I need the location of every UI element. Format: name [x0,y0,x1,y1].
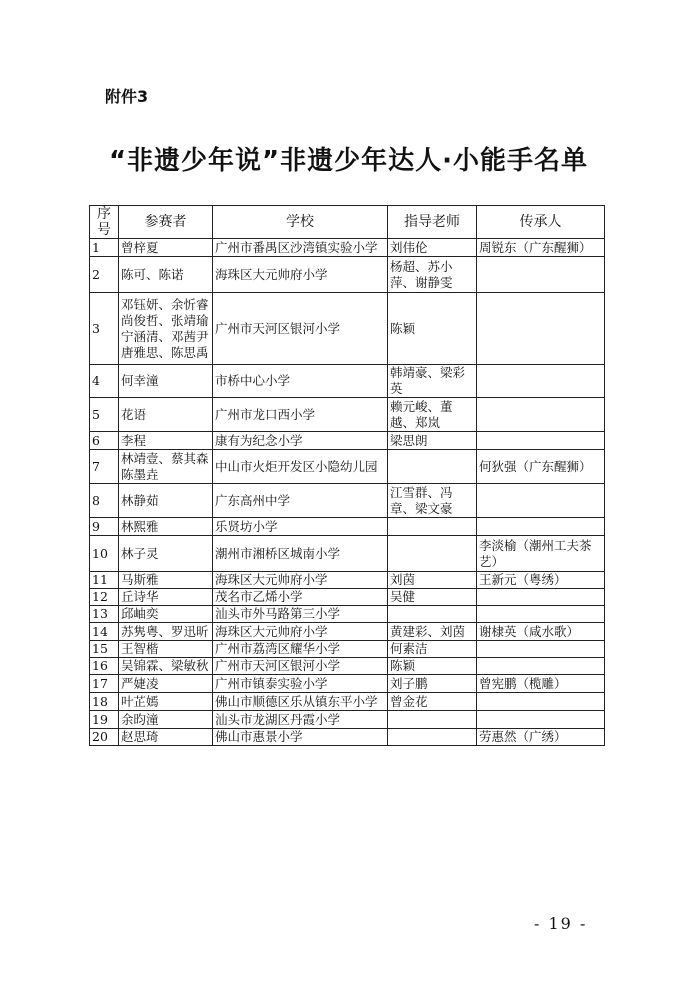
cell-participant: 叶芷嫣 [119,693,213,711]
table-row [90,589,605,606]
table-row [90,432,605,450]
cell-teacher: 吴健 [388,589,477,606]
cell-school: 潮州市湘桥区城南小学 [213,536,388,572]
cell-participant: 邱岫奕 [119,606,213,623]
cell-participant: 曾梓夏 [119,239,213,257]
cell-inheritor [477,398,605,432]
table-row [90,658,605,675]
cell-school: 汕头市龙湖区丹霞小学 [213,711,388,729]
table-row [90,398,605,432]
cell-teacher: 刘伟伦 [388,239,477,257]
cell-school: 广州市荔湾区耀华小学 [213,641,388,658]
cell-teacher: 刘子鹏 [388,675,477,693]
cell-inheritor [477,257,605,293]
cell-teacher: 杨超、苏小萍、谢静雯 [388,257,477,293]
cell-participant: 林靖壹、蔡其森陈墨垚 [119,450,213,484]
cell-no: 17 [90,675,119,693]
cell-no: 19 [90,711,119,729]
cell-school: 海珠区大元帅府小学 [213,623,388,641]
cell-teacher: 韩靖豪、梁彩英 [388,365,477,398]
cell-school: 佛山市惠景小学 [213,729,388,746]
cell-no: 20 [90,729,119,746]
cell-teacher [388,518,477,536]
cell-teacher: 江雪群、冯章、梁文豪 [388,484,477,518]
cell-school: 广州市龙口西小学 [213,398,388,432]
header-teacher: 指导老师 [388,206,477,239]
table-row [90,675,605,693]
cell-participant: 马斯雅 [119,572,213,589]
table-row [90,257,605,293]
cell-inheritor: 王新元（粤绣） [477,572,605,589]
cell-participant: 余昀潼 [119,711,213,729]
cell-school: 中山市火炬开发区小隐幼儿园 [213,450,388,484]
cell-no: 6 [90,432,119,450]
cell-inheritor: 劳惠然（广绣） [477,729,605,746]
cell-school: 广东高州中学 [213,484,388,518]
cell-inheritor [477,518,605,536]
page-number: - 19 - [534,914,588,933]
cell-teacher: 赖元峻、董越、郑岚 [388,398,477,432]
cell-school: 广州市镇泰实验小学 [213,675,388,693]
cell-participant: 李程 [119,432,213,450]
cell-participant: 何幸潼 [119,365,213,398]
table-row [90,693,605,711]
cell-school: 乐贤坊小学 [213,518,388,536]
cell-no: 9 [90,518,119,536]
cell-no: 18 [90,693,119,711]
cell-inheritor [477,711,605,729]
cell-no: 1 [90,239,119,257]
cell-participant: 王智楷 [119,641,213,658]
header-school: 学校 [213,206,388,239]
cell-inheritor [477,293,605,365]
cell-school: 汕头市外马路第三小学 [213,606,388,623]
cell-school: 市桥中心小学 [213,365,388,398]
cell-no: 8 [90,484,119,518]
cell-no: 13 [90,606,119,623]
cell-school: 海珠区大元帅府小学 [213,257,388,293]
cell-no: 16 [90,658,119,675]
header-inheritor: 传承人 [477,206,605,239]
table-row [90,536,605,572]
cell-inheritor [477,606,605,623]
table-row [90,450,605,484]
table-header-row [90,206,605,239]
cell-participant: 苏隽粤、罗迅昕 [119,623,213,641]
table-row [90,572,605,589]
attachment-label: 附件3 [105,87,149,106]
table-row [90,484,605,518]
cell-teacher: 陈颖 [388,658,477,675]
header-no: 序号 [90,206,119,239]
table-row [90,623,605,641]
roster-body [90,239,605,746]
cell-participant: 林静茹 [119,484,213,518]
cell-teacher: 黄建彩、刘茵 [388,623,477,641]
cell-participant: 严婕凌 [119,675,213,693]
cell-school: 广州市天河区银河小学 [213,658,388,675]
table-row [90,293,605,365]
cell-participant: 林熙雅 [119,518,213,536]
cell-school: 海珠区大元帅府小学 [213,572,388,589]
cell-inheritor: 谢棣英（咸水歌） [477,623,605,641]
cell-school: 广州市天河区银河小学 [213,293,388,365]
cell-teacher: 刘茵 [388,572,477,589]
cell-participant: 吴锦霖、梁敏秋 [119,658,213,675]
cell-school: 康有为纪念小学 [213,432,388,450]
table-row [90,606,605,623]
cell-teacher [388,711,477,729]
cell-no: 2 [90,257,119,293]
cell-participant: 陈可、陈诺 [119,257,213,293]
cell-no: 5 [90,398,119,432]
roster-table [89,205,605,746]
cell-inheritor: 李淡榆（潮州工夫茶艺） [477,536,605,572]
cell-teacher [388,536,477,572]
cell-participant: 花语 [119,398,213,432]
cell-inheritor [477,589,605,606]
header-participant: 参赛者 [119,206,213,239]
cell-participant: 赵思琦 [119,729,213,746]
table-row [90,641,605,658]
cell-inheritor [477,693,605,711]
cell-inheritor [477,641,605,658]
cell-no: 4 [90,365,119,398]
table-row [90,365,605,398]
table-row [90,518,605,536]
cell-school: 广州市番禺区沙湾镇实验小学 [213,239,388,257]
cell-school: 佛山市顺德区乐从镇东平小学 [213,693,388,711]
cell-no: 12 [90,589,119,606]
cell-no: 11 [90,572,119,589]
table-row [90,239,605,257]
table-row [90,729,605,746]
cell-school: 茂名市乙烯小学 [213,589,388,606]
cell-teacher: 曾金花 [388,693,477,711]
cell-no: 3 [90,293,119,365]
cell-teacher [388,606,477,623]
cell-teacher: 陈颖 [388,293,477,365]
cell-inheritor: 周锐东（广东醒狮） [477,239,605,257]
cell-no: 15 [90,641,119,658]
cell-inheritor [477,484,605,518]
cell-participant: 林子灵 [119,536,213,572]
cell-inheritor [477,432,605,450]
cell-no: 7 [90,450,119,484]
cell-no: 10 [90,536,119,572]
cell-participant: 邓钰妍、余忻睿尚俊哲、张靖瑜宁涵清、邓茜尹唐雅思、陈思禹 [119,293,213,365]
cell-inheritor: 曾宪鹏（榄雕） [477,675,605,693]
cell-inheritor [477,658,605,675]
cell-teacher [388,729,477,746]
table-row [90,711,605,729]
cell-teacher [388,450,477,484]
cell-inheritor [477,365,605,398]
cell-no: 14 [90,623,119,641]
cell-inheritor: 何狄强（广东醒狮） [477,450,605,484]
cell-teacher: 梁思朗 [388,432,477,450]
cell-teacher: 何素洁 [388,641,477,658]
page-title: “非遗少年说”非遗少年达人·小能手名单 [108,146,589,176]
cell-participant: 丘诗华 [119,589,213,606]
